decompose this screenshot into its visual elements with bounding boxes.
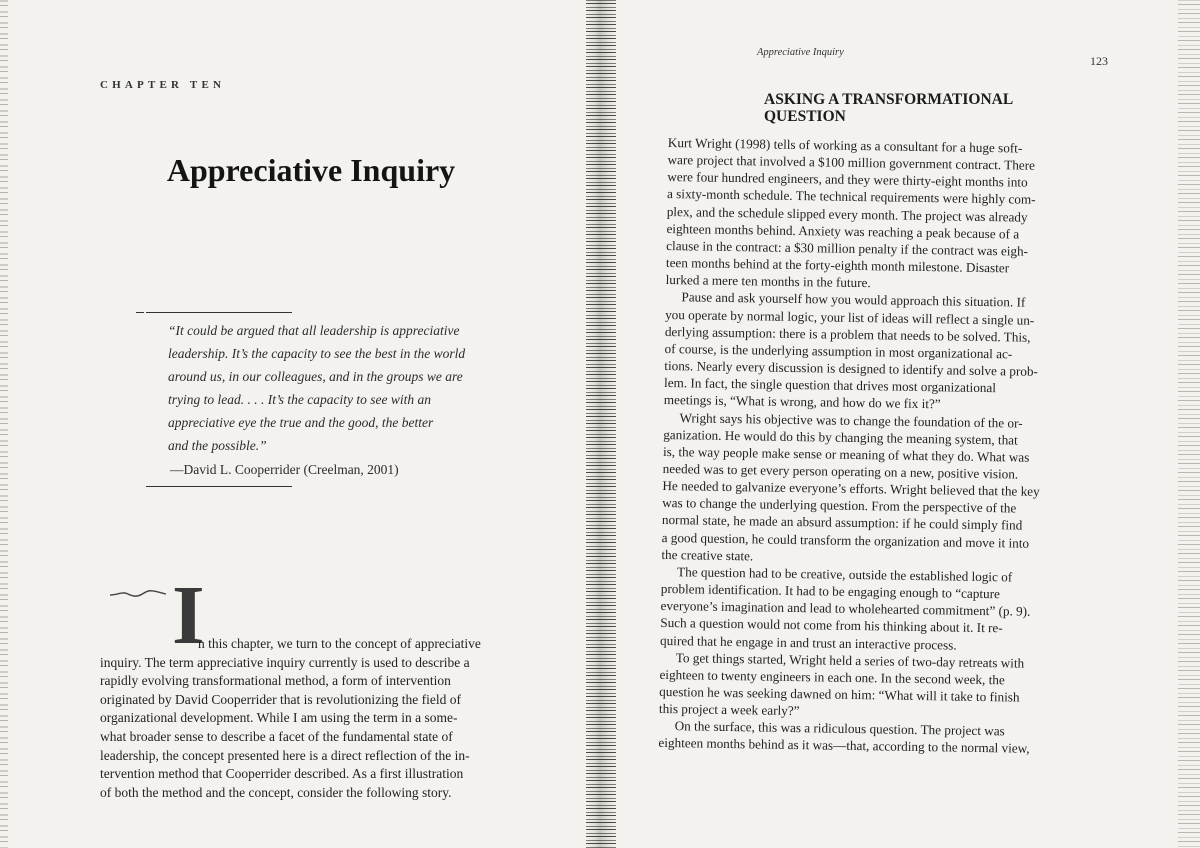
body-line: leadership, the concept presented here is a direct reflection of the in- bbox=[100, 747, 470, 763]
page-number: 123 bbox=[1090, 54, 1108, 68]
body-line: the creative state. bbox=[661, 546, 754, 564]
epigraph-rule-top bbox=[146, 312, 292, 313]
body-line: n this chapter, we turn to the concept of appreciative bbox=[198, 636, 481, 651]
body-line: normal state, he made an absurd assumption: if he could simply find bbox=[661, 512, 1023, 534]
body-line: originated by David Cooperrider that is revolutionizing the field of bbox=[100, 691, 462, 707]
chapter-title: Appreciative Inquiry bbox=[166, 152, 456, 188]
body-line: eighteen months behind as it was—that, according to the normal view, bbox=[658, 735, 1030, 757]
body-line: question he was seeking dawned on him: “What will it take to finish bbox=[659, 683, 1020, 705]
ornament-swash-icon bbox=[108, 588, 168, 600]
body-line: what broader sense to describe a facet of the fundamental state of bbox=[100, 728, 453, 744]
body-line: is, the way people make sense or meaning of what they do. What was bbox=[662, 443, 1030, 465]
body-line: lurked a mere ten months in the future. bbox=[665, 272, 871, 291]
chapter-label: CHAPTER TEN bbox=[100, 79, 226, 91]
body-line: meetings is, “What is wrong, and how do we fix it?” bbox=[663, 392, 941, 412]
body-line: The question had to be creative, outside the established logic of bbox=[677, 564, 1013, 585]
body-line: of both the method and the concept, consider the following story. bbox=[100, 784, 452, 800]
body-line: tervention method that Cooperrider described. As a first illustration bbox=[100, 766, 464, 782]
body-line: were four hundred engineers, and they were thirty-eight months into bbox=[667, 169, 1028, 190]
epigraph-rule-bottom bbox=[146, 486, 292, 487]
body-line: everyone’s imagination and lead to wholehearted commitment” (p. 9). bbox=[660, 598, 1031, 619]
body-line: ganization. He would do this by changing the meaning system, that bbox=[663, 426, 1018, 448]
body-line: problem identification. It had to be engaging enough to “capture bbox=[660, 581, 1001, 602]
body-line: of course, is the underlying assumption in most organizational ac- bbox=[664, 340, 1013, 362]
right-body-text bbox=[658, 134, 1114, 759]
body-line: organizational development. While I am using the term in a some- bbox=[100, 710, 458, 726]
section-heading-line: QUESTION bbox=[764, 108, 846, 125]
epigraph-line: trying to lead. . . . It’s the capacity to see with an bbox=[168, 392, 431, 407]
epigraph bbox=[168, 319, 508, 457]
scan-edge-right bbox=[1178, 0, 1200, 848]
body-line: eighteen to twenty engineers in each one. In the second week, the bbox=[659, 666, 1005, 688]
epigraph-line: appreciative eye the true and the good, the better bbox=[168, 415, 434, 430]
body-line: eighteen months behind. Anxiety was reaching a peak because of a bbox=[666, 220, 1020, 242]
epigraph-line: around us, in our colleagues, and in the groups we are bbox=[168, 369, 463, 384]
body-line: plex, and the schedule slipped every month. The project was already bbox=[666, 203, 1028, 225]
scan-edge-left bbox=[0, 0, 8, 848]
epigraph-line: and the possible.” bbox=[168, 438, 267, 453]
book-gutter bbox=[586, 0, 616, 848]
body-line: teen months behind at the forty-eighth month milestone. Disaster bbox=[665, 255, 1010, 276]
body-line: needed was to get every person operating on a new, positive vision. bbox=[662, 460, 1019, 482]
body-line: a sixty-month schedule. The technical requirements were highly com- bbox=[666, 186, 1036, 208]
body-line: On the surface, this was a ridiculous question. The project was bbox=[674, 718, 1005, 739]
body-line: He needed to galvanize everyone’s efforts. Wright believed that the key bbox=[662, 478, 1040, 500]
body-line: Kurt Wright (1998) tells of working as a consultant for a huge soft- bbox=[667, 134, 1023, 156]
section-heading-line: ASKING A TRANSFORMATIONAL bbox=[764, 91, 1014, 108]
epigraph-rule-dash bbox=[136, 312, 144, 313]
epigraph-line: leadership. It’s the capacity to see the best in the world bbox=[168, 346, 466, 361]
body-line: Such a question would not come from his thinking about it. It re- bbox=[660, 615, 1003, 636]
body-line: ware project that involved a $100 million government contract. There bbox=[667, 152, 1036, 173]
body-line: To get things started, Wright held a series of two-day retreats with bbox=[675, 649, 1025, 671]
running-head: Appreciative Inquiry bbox=[757, 47, 844, 58]
body-line: tions. Nearly every discussion is designed to identify and solve a prob- bbox=[664, 358, 1039, 379]
body-line: Pause and ask yourself how you would approach this situation. If bbox=[681, 289, 1026, 311]
epigraph-line: “It could be argued that all leadership is appreciative bbox=[168, 323, 460, 338]
body-line: a good question, he could transform the organization and move it into bbox=[661, 529, 1030, 551]
epigraph-attribution: —David L. Cooperrider (Creelman, 2001) bbox=[170, 462, 399, 477]
body-line: quired that he engage in and trust an interactive process. bbox=[659, 632, 957, 653]
body-line: clause in the contract: a $30 million penalty if the contract was eigh- bbox=[666, 237, 1029, 259]
drop-cap: I bbox=[172, 569, 205, 662]
section-heading bbox=[764, 91, 1013, 125]
body-line: derlying assumption: there is a problem that needs to be solved. This, bbox=[664, 323, 1031, 345]
body-line: rapidly evolving transformational method, a form of intervention bbox=[100, 673, 451, 689]
body-line: you operate by normal logic, your list of ideas will reflect a single un- bbox=[665, 306, 1035, 328]
body-line: Wright says his objective was to change the foundation of the or- bbox=[679, 409, 1023, 431]
body-line: this project a week early?” bbox=[658, 701, 800, 719]
body-line: lem. In fact, the single question that drives most organizational bbox=[663, 375, 997, 396]
intro-paragraph bbox=[100, 635, 545, 802]
body-line: was to change the underlying question. From the perspective of the bbox=[662, 495, 1017, 516]
body-line: inquiry. The term appreciative inquiry currently is used to describe a bbox=[100, 654, 470, 670]
